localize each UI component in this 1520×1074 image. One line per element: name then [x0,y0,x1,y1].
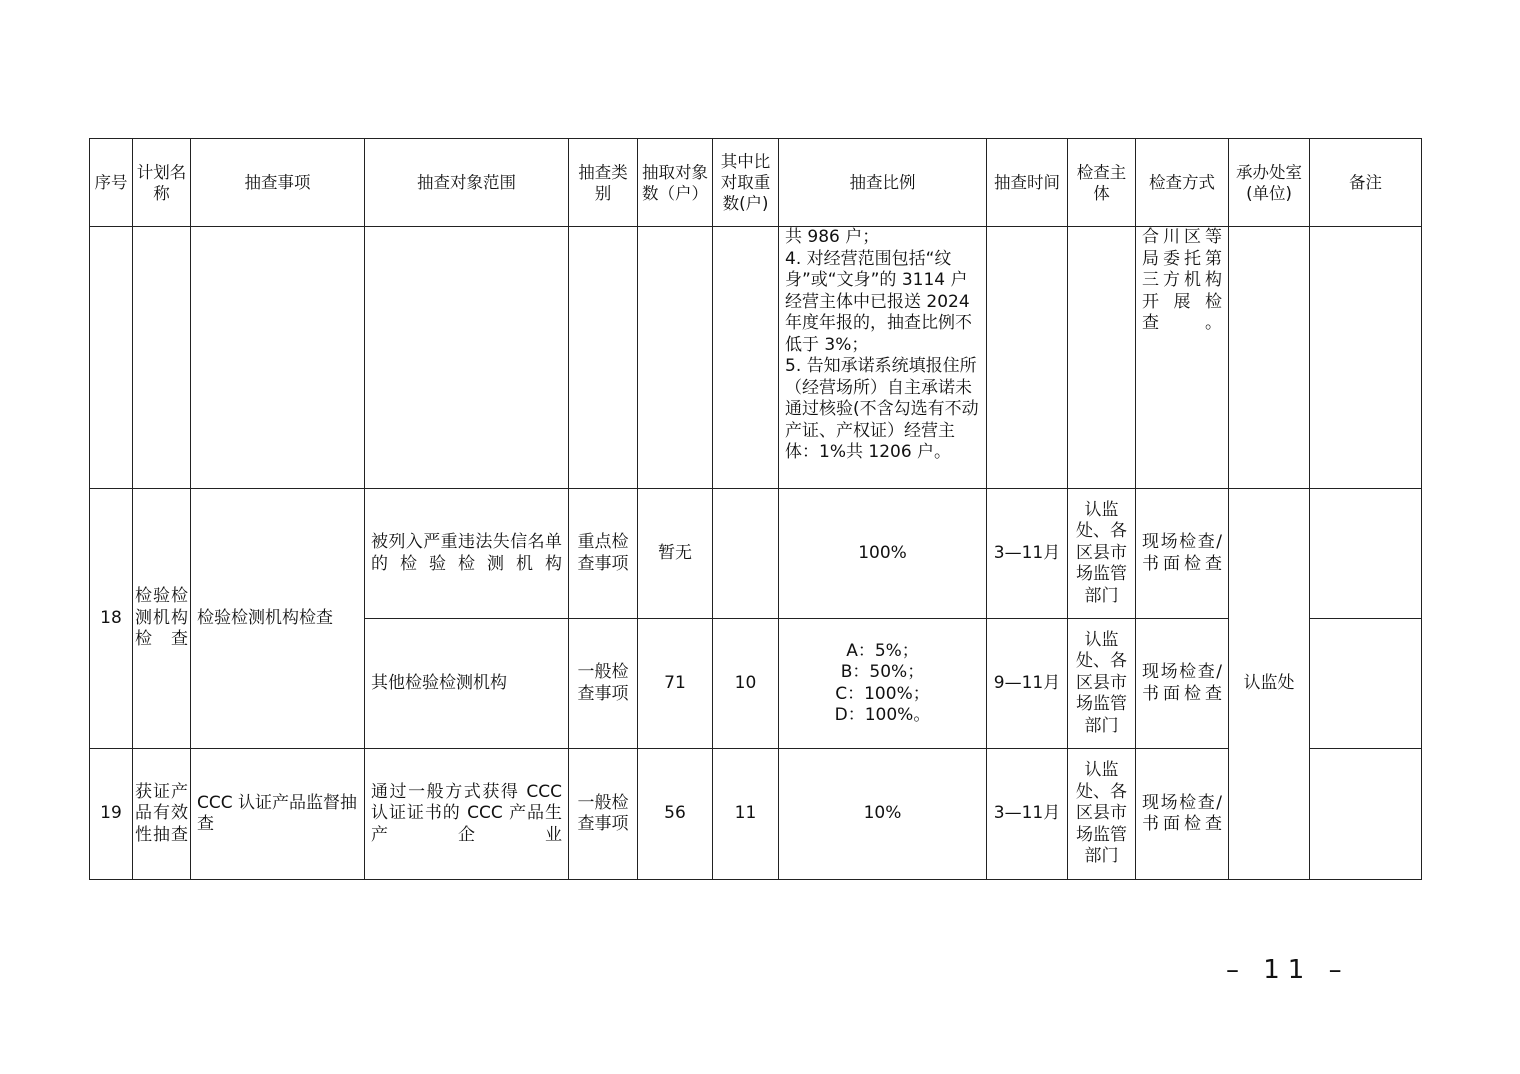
header-method: 检查方式 [1136,139,1229,227]
office-cell: 认监处 [1229,489,1310,880]
header-plan-name: 计划名称 [133,139,191,227]
row19-time: 3—11月 [987,749,1068,880]
row18-subject-2: 认监处、各区县市场监管部门 [1068,619,1136,749]
row19-dup-count: 11 [713,749,779,880]
header-dup-count: 其中比对取重数(户) [713,139,779,227]
table-row-continuation [90,227,1422,489]
row18-scope-1: 被列入严重违法失信名单的检验检测机构 [365,489,569,619]
page-dash-right: – [1328,955,1350,985]
row19-item: CCC 认证产品监督抽查 [191,749,365,880]
row18-method-1: 现场检查/书面检查 [1136,489,1229,619]
header-seq: 序号 [90,139,133,227]
row19-sample-count: 56 [638,749,713,880]
row18-ratio-2: A：5%； B：50%； C：100%； D：100%。 [779,619,987,749]
row18-item: 检验检测机构检查 [191,489,365,749]
continuation-method: 合川区等局委托第三方机构开展检查。 [1136,227,1229,489]
table-row-18a [90,489,1422,619]
row18-ratio-1: 100% [779,489,987,619]
row19-seq: 19 [90,749,133,880]
row19-scope: 通过一般方式获得 CCC 认证证书的 CCC 产品生产企业 [365,749,569,880]
header-ratio: 抽查比例 [779,139,987,227]
header-category: 抽查类别 [569,139,638,227]
header-subject: 检查主体 [1068,139,1136,227]
row18-category-2: 一般检查事项 [569,619,638,749]
page-number-value: 11 [1263,955,1313,985]
row18-scope-2: 其他检验检测机构 [365,619,569,749]
row18-dup-count-2: 10 [713,619,779,749]
header-item: 抽查事项 [191,139,365,227]
row19-remark [1310,749,1422,880]
row18-sample-count-2: 71 [638,619,713,749]
header-time: 抽查时间 [987,139,1068,227]
row18-subject-1: 认监处、各区县市场监管部门 [1068,489,1136,619]
row18-time-2: 9—11月 [987,619,1068,749]
row19-category: 一般检查事项 [569,749,638,880]
continuation-ratio: 共 986 户； 4. 对经营范围包括“纹身”或“文身”的 3114 户经营主体中已报送 2024 年度年报的，抽查比例不低于 3%； 5. 告知承诺系统填报住所（经营场所）自主承诺未通过核验(不含勾选有不动产证、产权证）经营主体：1%共 1206 户。 [779,227,987,489]
page-dash-left: – [1226,955,1247,985]
row18-remark-1 [1310,489,1422,619]
page-number [1226,955,1350,985]
row19-method: 现场检查/书面检查 [1136,749,1229,880]
header-office: 承办处室(单位) [1229,139,1310,227]
row19-subject: 认监处、各区县市场监管部门 [1068,749,1136,880]
row18-remark-2 [1310,619,1422,749]
table-header-row [90,139,1422,227]
row19-plan-name: 获证产品有效性抽查 [133,749,191,880]
row18-seq: 18 [90,489,133,749]
inspection-plan-table [89,138,1422,880]
table-row-19 [90,749,1422,880]
row18-time-1: 3—11月 [987,489,1068,619]
row18-sample-count-1: 暂无 [638,489,713,619]
row19-ratio: 10% [779,749,987,880]
header-sample-count: 抽取对象数（户） [638,139,713,227]
row18-category-1: 重点检查事项 [569,489,638,619]
header-remark: 备注 [1310,139,1422,227]
row18-method-2: 现场检查/书面检查 [1136,619,1229,749]
header-scope: 抽查对象范围 [365,139,569,227]
row18-dup-count-1 [713,489,779,619]
row18-plan-name: 检验检测机构检查 [133,489,191,749]
